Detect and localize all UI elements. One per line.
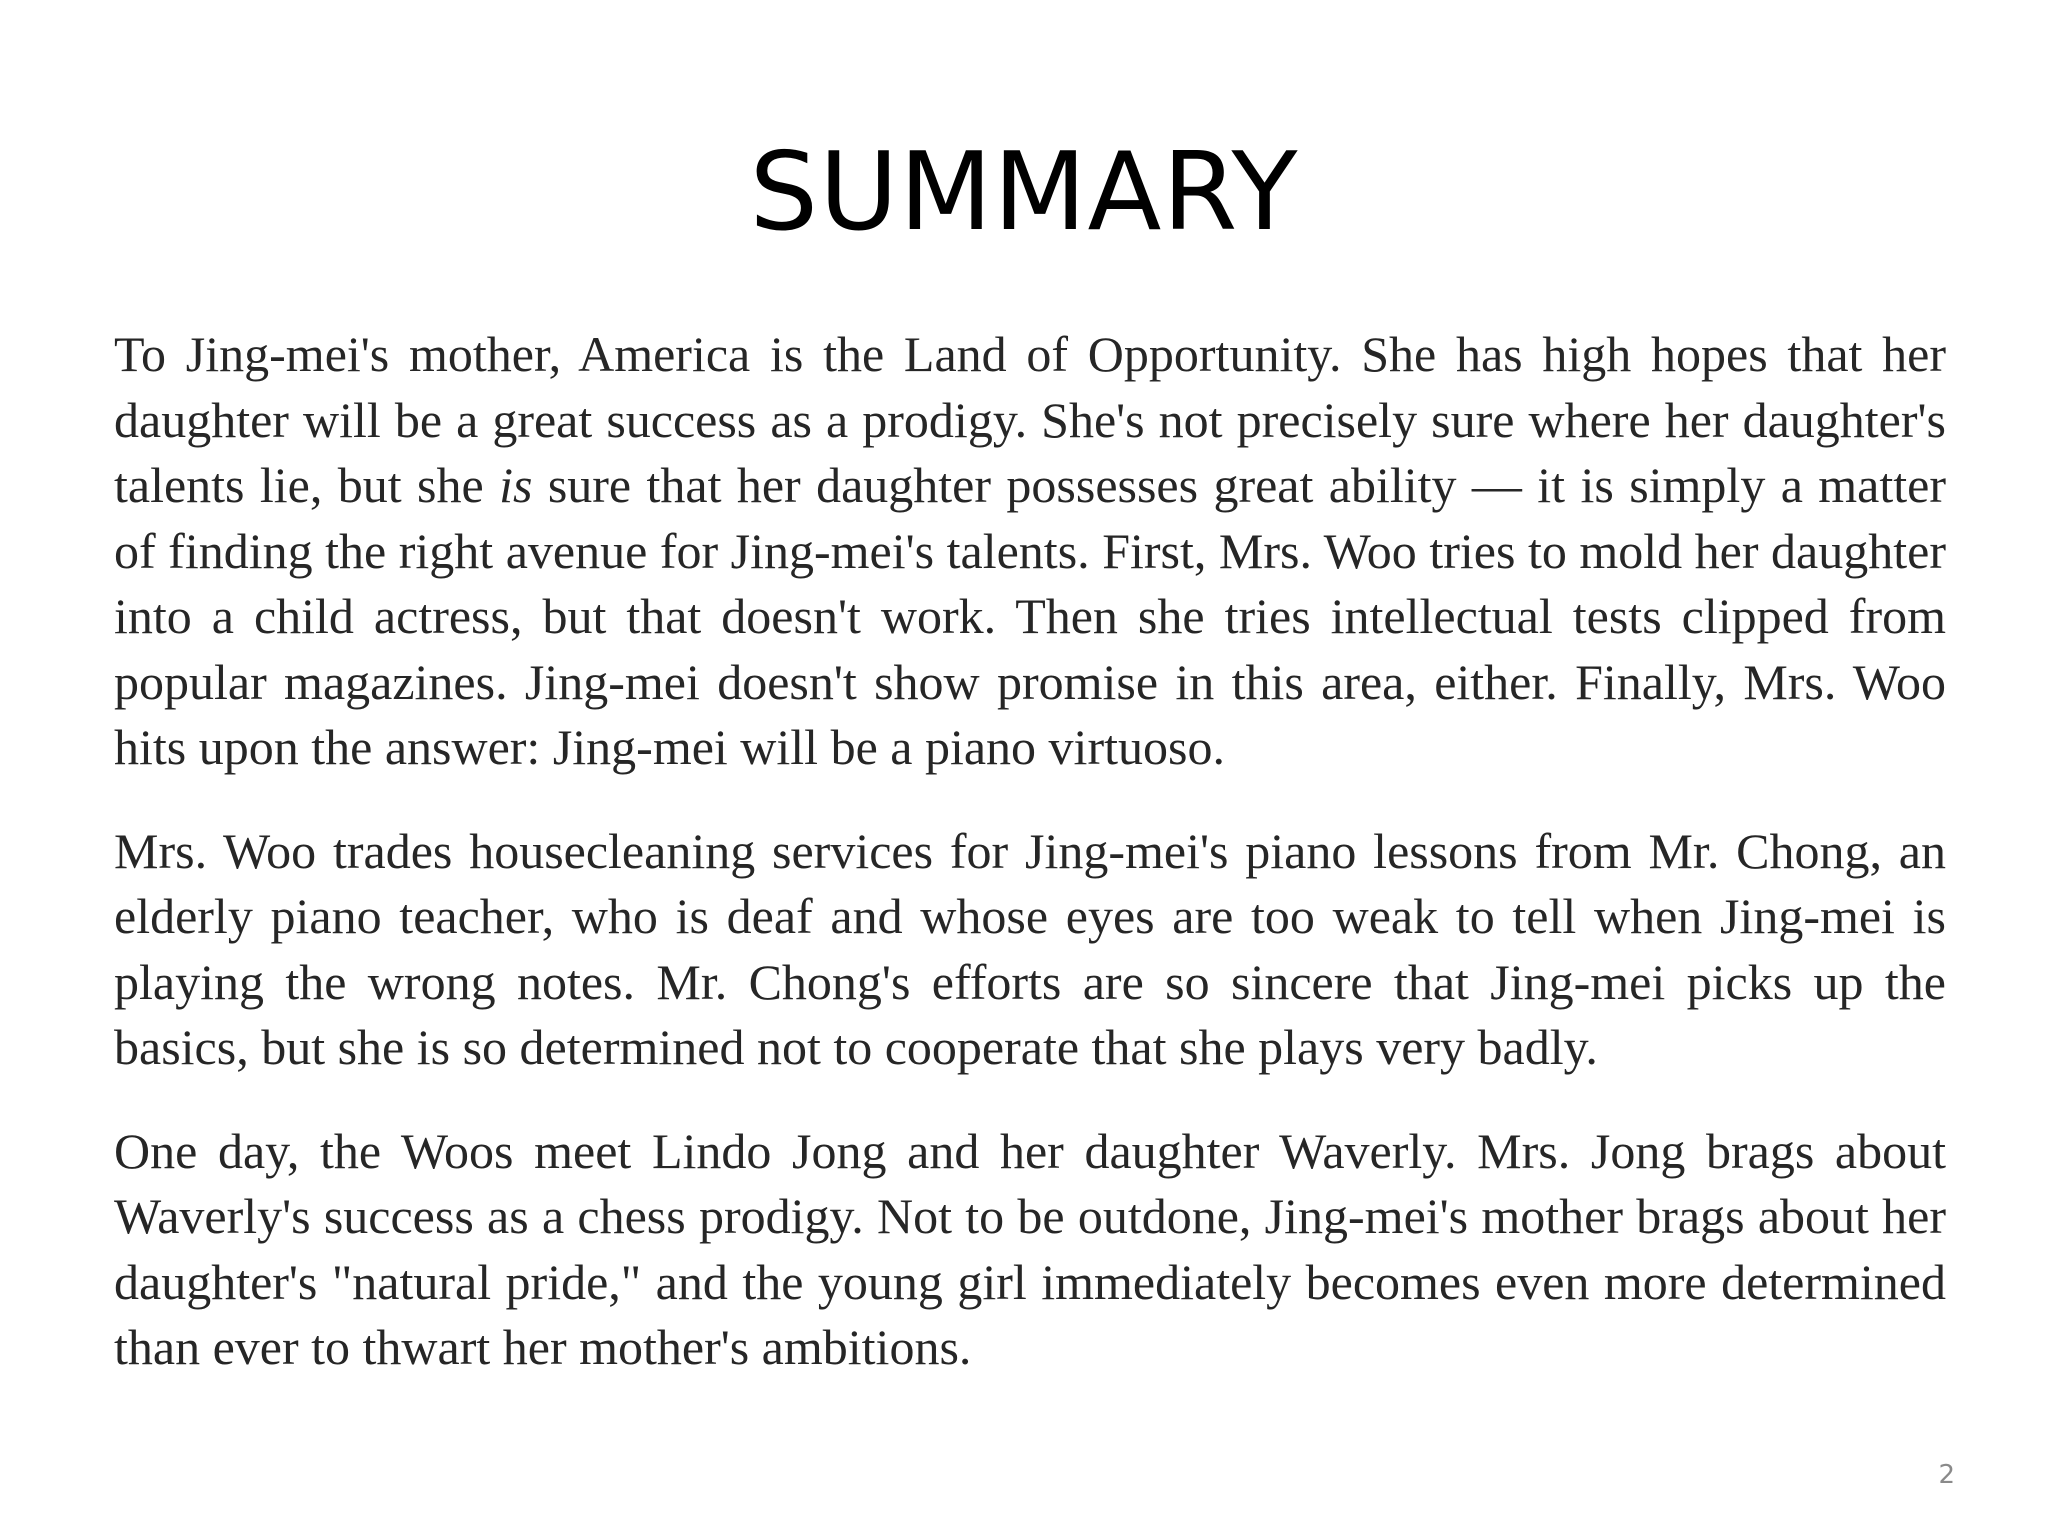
page-title: SUMMARY: [749, 130, 1299, 255]
summary-paragraph-1: [114, 322, 1946, 781]
page-number: 2: [1938, 1460, 1955, 1490]
summary-paragraph-3: One day, the Woos meet Lindo Jong and her daughter Waverly. Mrs. Jong brags about Waverly's success as a chess prodigy. Not to be outdone, Jing-mei's mother brags about her daughter's "natural pride," and the young girl immediately becomes even more determined than ever to thwart her mother's ambitions.: [114, 1122, 1946, 1375]
summary-body: [114, 322, 1946, 1381]
paragraph-1-text-end: sure that her daughter possesses great ability — it is simply a matter of finding the right avenue for Jing-mei's talents. First, Mrs. Woo tries to mold her daughter into a child actress, but that doesn't work. Then she tries intellectual tests clipped from popular magazines. Jing-mei doesn't show promise in this area, either. Finally, Mrs. Woo hits upon the answer: Jing-mei will be a piano virtuoso.: [114, 457, 1946, 775]
paragraph-1-italic-emphasis: is: [499, 457, 533, 513]
paragraph-1-text-start: To Jing-mei's mother, America is the Land of Opportunity. She has high hopes that her daughter will be a great success as a prodigy. She's not precisely sure where her daughter's talents lie, but she: [114, 326, 1946, 513]
summary-paragraph-2: Mrs. Woo trades housecleaning services for Jing-mei's piano lessons from Mr. Chong, an elderly piano teacher, who is deaf and whose eyes are too weak to tell when Jing-mei is playing the wrong notes. Mr. Chong's efforts are so sincere that Jing-mei picks up the basics, but she is so determined not to cooperate that she plays very badly.: [114, 822, 1946, 1075]
